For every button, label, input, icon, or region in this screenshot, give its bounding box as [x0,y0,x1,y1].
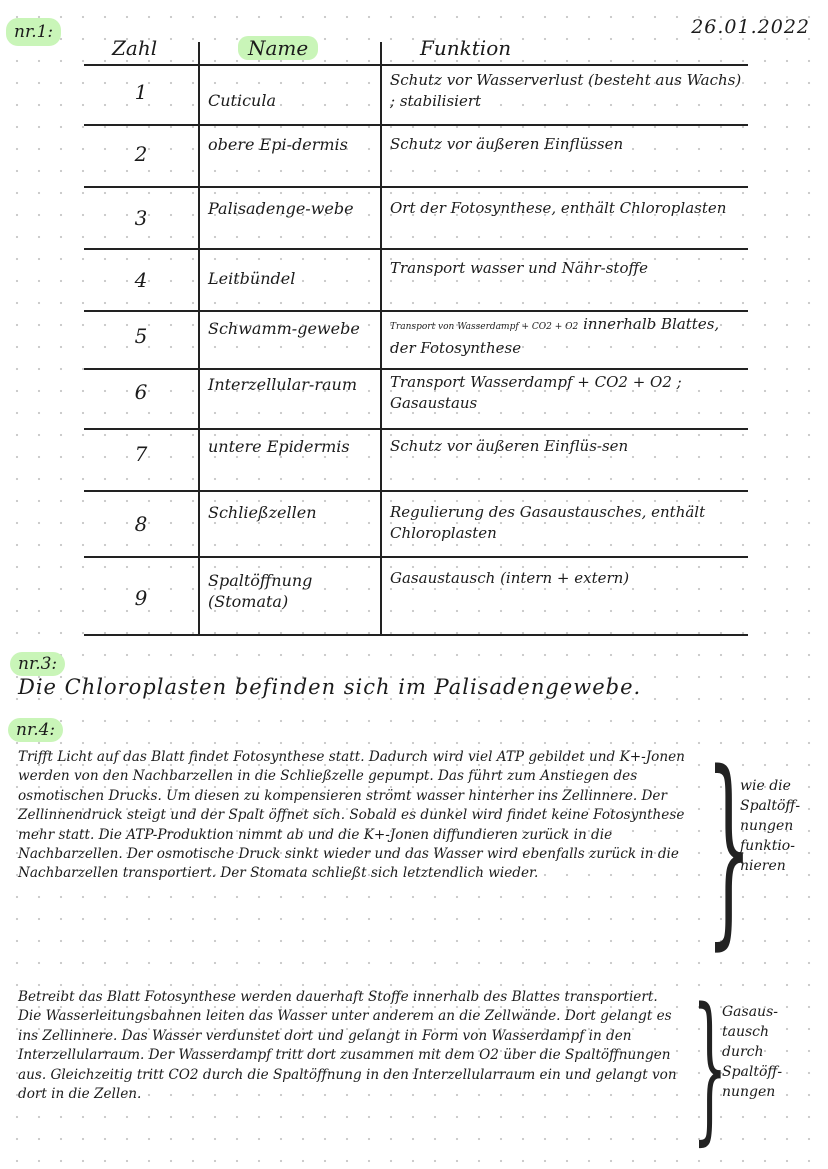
header-zahl: Zahl [112,36,158,60]
table-rule [84,634,748,636]
row-number: 5 [134,324,148,348]
row-number: 2 [134,142,148,166]
row-number: 8 [134,512,148,536]
header-name [238,36,318,60]
table-rule [84,310,748,312]
row-function: Schutz vor äußeren Einflüs-sen [390,437,629,455]
row-name: Cuticula [208,91,277,110]
row-name: untere Epidermis [208,437,350,456]
row-name: obere Epi-dermis [208,135,348,154]
row-number: 1 [134,80,148,104]
table-rule [84,64,748,66]
date: 26.01.2022 [691,16,810,38]
table-rule [84,490,748,492]
curly-brace-1: } [706,728,752,968]
row-number: 9 [134,586,148,610]
table-rule [84,368,748,370]
row-number: 3 [134,206,148,230]
row-name: Palisadenge-webe [208,199,354,218]
section-3-answer: Die Chloroplasten befinden sich im Palisadengewebe. [18,675,642,699]
row-name: Leitbündel [208,269,296,288]
row-number: 7 [134,442,148,466]
table-rule [84,556,748,558]
curly-brace-2: } [692,973,728,1160]
section-4-label: nr.4: [8,718,63,742]
row-function: Ort der Fotosynthese, enthält Chloroplasten [390,199,727,217]
row-name: Interzellular-raum [208,375,357,394]
row-function-small: Transport von Wasserdampf + CO2 + O2 [390,322,579,332]
table-rule [84,428,748,430]
row-function: Transport wasser und Nähr-stoffe [390,259,648,277]
table-rule [84,186,748,188]
section-4-paragraph-2: Betreibt das Blatt Fotosynthese werden dauerhaft Stoffe innerhalb des Blattes transportiert. Die Wasserleitungsbahnen leiten das Wasser unter anderem an die Zellwände. Dort gelangt es ins Zellinnere. Das Wasser verdunstet dort und gelangt in Form von Wasserdampf in den Interzellularraum. Der Wasserdampf tritt dort zusammen mit dem O2 über die Spaltöffnungen aus. Gleichzeitig tritt CO2 durch die Spaltöffnung in den Interzellularraum ein und gelangt von dort in die Zellen. [18,989,677,1103]
table-divider-1 [198,42,200,636]
row-name: Schwamm-gewebe [208,319,360,338]
table-divider-2 [380,42,382,636]
table-rule [84,124,748,126]
row-function: Gasaustausch (intern + extern) [390,569,630,587]
header-name-text: Name [238,36,318,60]
row-function [390,314,746,359]
row-function: Schutz vor äußeren Einflüssen [390,135,624,153]
row-number: 6 [134,380,148,404]
section-4-paragraph-1: Trifft Licht auf das Blatt findet Fotosynthese statt. Dadurch wird viel ATP gebildet und K+-Jonen werden von den Nachbarzellen in die Schließzelle gepumpt. Das führt zum Anstiegen des osmotischen Drucks. Um diesen zu kompensieren strömt wasser hinterher ins Zellinnere. Der Zellinnendruck steigt und der Spalt öffnet sich. Sobald es dunkel wird findet keine Fotosynthese mehr statt. Die ATP-Produktion nimmt ab und die K+-Jonen diffundieren zurück in die Nachbarzellen. Der osmotische Druck sinkt wieder und das Wasser wird ebenfalls zurück in die Nachbarzellen transportiert. Der Stomata schließt sich letztendlich wieder. [18,749,685,882]
section-3-label: nr.3: [10,652,65,676]
row-function: Transport Wasserdampf + CO2 + O2 ; Gasaustaus [390,373,682,412]
row-function: Schutz vor Wasserverlust (besteht aus Wachs) ; stabilisiert [390,71,742,110]
row-name: Spaltöffnung (Stomata) [208,571,313,611]
header-funktion: Funktion [420,36,512,60]
row-function-main: innerhalb Blattes, der Fotosynthese [390,315,720,357]
table-rule [84,248,748,250]
side-note-2: Gasaus-tausch durch Spaltöff-nungen [722,1004,783,1100]
row-number: 4 [134,268,148,292]
row-name: Schließzellen [208,503,317,522]
section-1-label: nr.1: [6,18,61,46]
row-function: Regulierung des Gasaustausches, enthält Chloroplasten [390,503,706,542]
side-note-1: wie die Spaltöff-nungen funktio-nieren [740,778,801,874]
